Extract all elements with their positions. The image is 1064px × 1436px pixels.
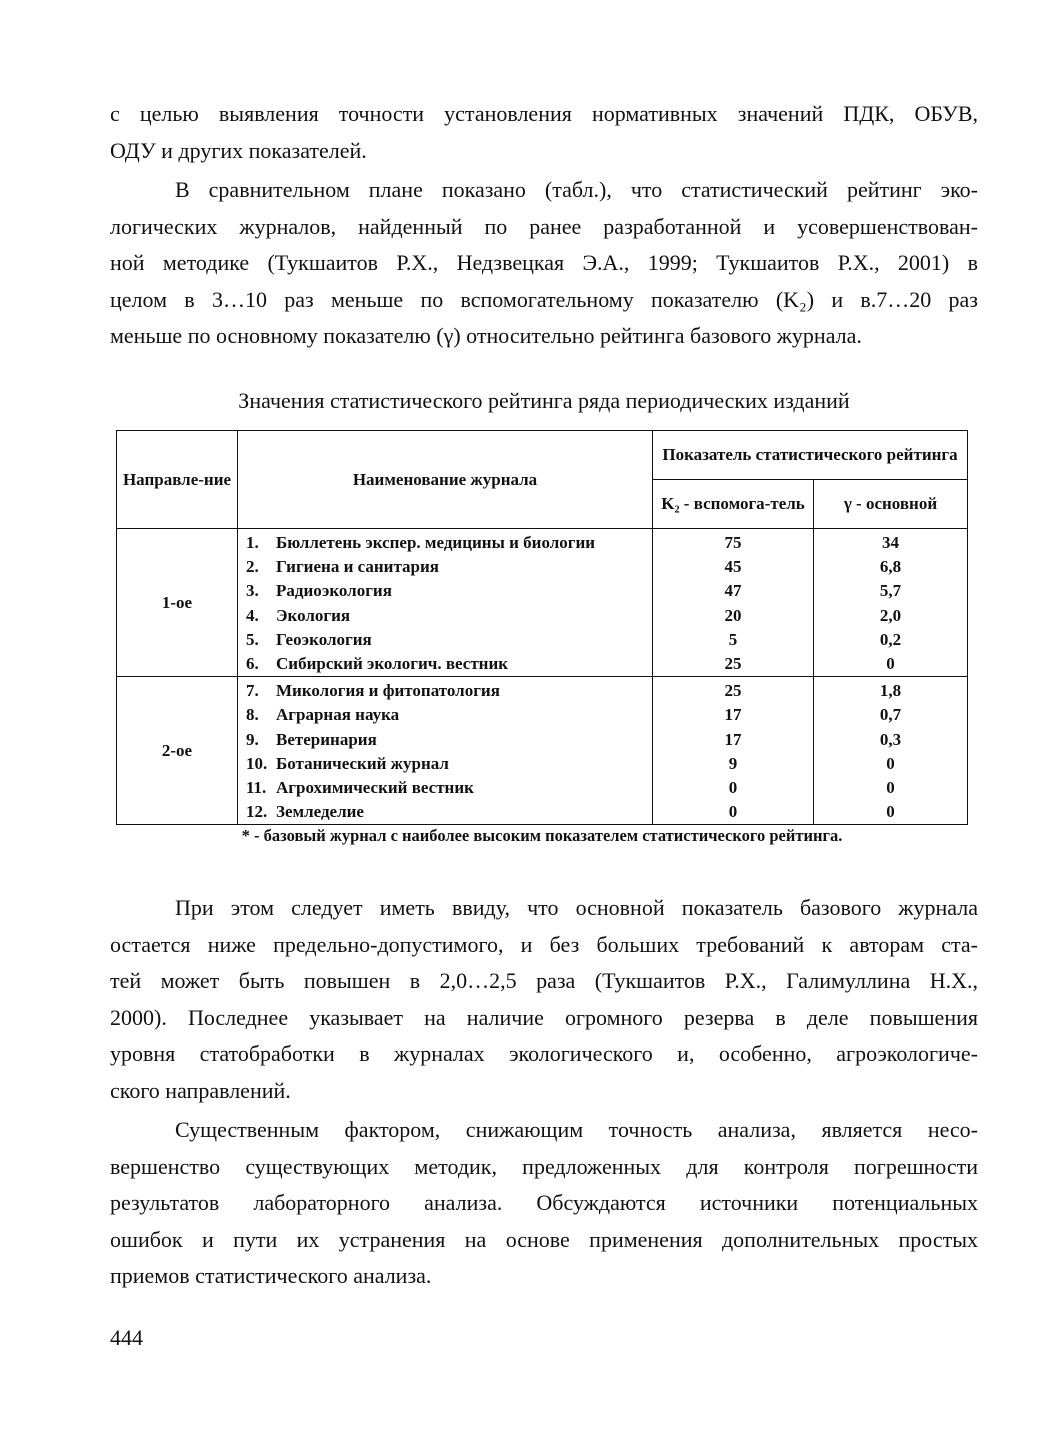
paragraph-line: ОДУ и других показателей. bbox=[110, 137, 367, 163]
table-group-row bbox=[117, 677, 968, 825]
paragraph-4 bbox=[110, 1112, 978, 1295]
paragraph-line: тей может быть повышен в 2,0…2,5 раза (Тукшаитов Р.Х., Галимуллина Н.Х., bbox=[110, 968, 978, 993]
paragraph-line: остается ниже предельно-допустимого, и без больших требований к авторам ста- bbox=[110, 931, 978, 957]
list-item: 12. Земледелие bbox=[246, 802, 364, 822]
table-caption: Значения статистического рейтинга ряда периодических изданий bbox=[238, 388, 850, 413]
table-footnote: * - базовый журнал с наиболее высоким показателем статистического рейтинга. bbox=[241, 826, 843, 845]
k2-values: 75 45 47 20 5 25 bbox=[653, 529, 814, 677]
paragraph-line: меньше по основному показателю (γ) относительно рейтинга базового журнала. bbox=[110, 323, 862, 348]
header-journal-name: Наименование журнала bbox=[238, 431, 653, 529]
paragraph-line: Существенным фактором, снижающим точность анализа, является несо- bbox=[175, 1117, 978, 1142]
paragraph-line: вершенство существующих методик, предложенных для контроля погрешности bbox=[110, 1153, 978, 1179]
list-item: 1. Бюллетень экспер. медицины и биологии bbox=[246, 533, 596, 552]
list-item: 3. Радиоэкология bbox=[246, 581, 392, 601]
list-item: 4. Экология bbox=[246, 605, 351, 625]
paragraph-line: уровня статобработки в журналах экологического и, особенно, агроэкологиче- bbox=[110, 1041, 978, 1066]
paragraph-line: При этом следует иметь ввиду, что основной показатель базового журнала bbox=[175, 895, 978, 920]
list-item: 8. Аграрная наука bbox=[246, 705, 400, 725]
paragraph-line: ского направлений. bbox=[110, 1077, 291, 1103]
page-number: 444 bbox=[110, 1325, 143, 1350]
list-item: 5. Геоэкология bbox=[246, 629, 372, 649]
group-direction: 2-ое bbox=[117, 677, 238, 825]
list-item: 11. Агрохимический вестник bbox=[246, 777, 474, 797]
k2-values: 25 17 17 9 0 0 bbox=[653, 677, 814, 825]
paragraph-line: 2000). Последнее указывает на наличие огромного резерва в деле повышения bbox=[110, 1004, 978, 1030]
list-item: 9. Ветеринария bbox=[246, 729, 377, 749]
paragraph-line: с целью выявления точности установления нормативных значений ПДК, ОБУВ, bbox=[110, 101, 978, 126]
gamma-values: 34 6,8 5,7 2,0 0,2 0 bbox=[814, 529, 968, 677]
paragraph-line: результатов лабораторного анализа. Обсуждаются источники потенциальных bbox=[110, 1190, 978, 1215]
paragraph-1 bbox=[110, 96, 978, 169]
header-direction: Направле-ние bbox=[117, 431, 238, 529]
paragraph-line: приемов статистического анализа. bbox=[110, 1263, 432, 1288]
paragraph-line: ошибок и пути их устранения на основе применения дополнительных простых bbox=[110, 1226, 978, 1252]
list-item: 2. Гигиена и санитария bbox=[246, 557, 439, 577]
rating-table bbox=[116, 430, 968, 825]
journal-list bbox=[238, 529, 653, 677]
header-indicator: Показатель статистического рейтинга bbox=[653, 431, 968, 480]
list-item: 10. Ботанический журнал bbox=[246, 753, 449, 773]
list-item: 7. Микология и фитопатология bbox=[246, 681, 500, 701]
table-group-row bbox=[117, 529, 968, 677]
paragraph-line: логических журналов, найденный по ранее разработанной и усовершенствован- bbox=[110, 213, 978, 239]
gamma-values: 1,8 0,7 0,3 0 0 0 bbox=[814, 677, 968, 825]
paragraph-line: целом в 3…10 раз меньше по вспомогательному показателю (K₂) и в.7…20 раз bbox=[110, 286, 978, 312]
journal-list bbox=[238, 677, 653, 825]
paragraph-2 bbox=[110, 172, 978, 355]
list-item: 6. Сибирский экологич. вестник bbox=[246, 653, 509, 673]
header-gamma: γ - основной bbox=[814, 480, 968, 529]
paragraph-3 bbox=[110, 890, 978, 1109]
table-header-row bbox=[117, 431, 968, 480]
paragraph-line: ной методике (Тукшаитов Р.Х., Недзвецкая Э.А., 1999; Тукшаитов Р.Х., 2001) в bbox=[110, 250, 978, 275]
group-direction: 1-ое bbox=[117, 529, 238, 677]
header-k2: K₂ - вспомога-тель bbox=[653, 480, 814, 529]
paragraph-line: В сравнительном плане показано (табл.), что статистический рейтинг эко- bbox=[175, 177, 978, 202]
